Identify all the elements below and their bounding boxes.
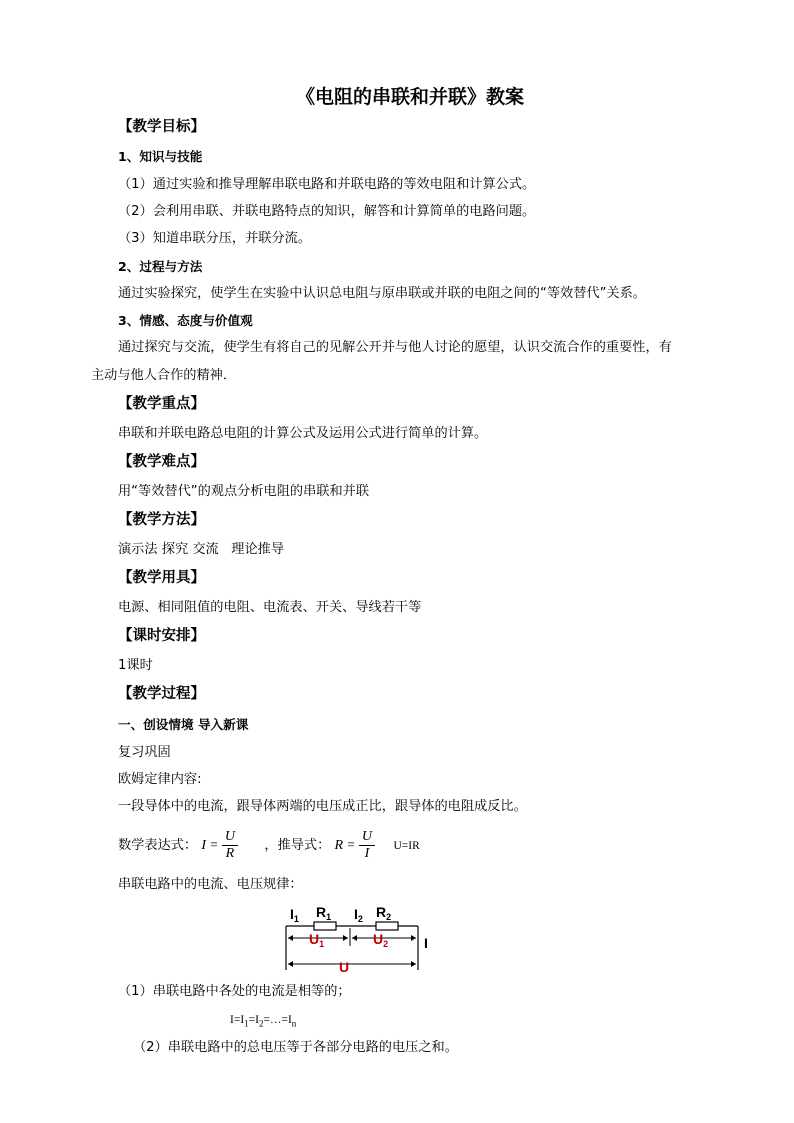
objective-item-2: （2）会利用串联、并联电路特点的知识，解答和计算简单的电路问题。 [118,204,536,219]
eq-part-dots: =…=I [263,1014,292,1026]
u2-arrow-right-icon [411,935,416,941]
u2-arrow-left-icon [352,935,357,941]
eq-sub-1: 1 [244,1018,249,1029]
derive-numerator-u: U [359,829,375,846]
resistor-r2 [376,922,398,930]
label-u1: $U_1$ [309,931,325,949]
ohm-law-text: 一段导体中的电流，跟导体两端的电压成正比，跟导体的电阻成反比。 [118,799,527,814]
methods-text: 演示法 探究 交流 理论推导 [118,542,285,557]
derive-fraction-u-over-i [359,829,375,862]
u1-arrow-left-icon [288,935,293,941]
resistor-r1 [314,922,336,930]
tools-heading: 【教学用具】 [118,570,205,586]
objectives-heading: 【教学目标】 [118,119,205,135]
process-heading: 【教学过程】 [118,686,205,702]
u-arrow-left-icon [288,961,293,967]
current-equation [230,1011,296,1032]
formula-fraction-u-over-r [222,829,238,862]
derive-denominator-i: I [364,845,370,861]
key-points-text: 串联和并联电路总电阻的计算公式及运用公式进行简单的计算。 [118,426,488,441]
u-arrow-right-icon [411,961,416,967]
objective-section-3-line-1: 通过探究与交流，使学生有将自己的见解公开并与他人讨论的愿望，认识交流合作的重要性，有 [118,340,672,355]
objective-section-3-title: 3、情感、态度与价值观 [118,313,253,328]
fraction-denominator-r: R [225,845,235,861]
objective-item-1: （1）通过实验和推导理解串联电路和并联电路的等效电阻和计算公式。 [118,177,536,192]
fraction-numerator-u: U [222,829,238,846]
derive-label: ，推导式： [264,838,331,853]
u1-arrow-right-icon [343,935,348,941]
derive-var-r: R [334,838,344,853]
formula-equals: = [210,837,218,852]
ohm-law-label: 欧姆定律内容: [118,772,202,787]
objective-section-2-title: 2、过程与方法 [118,259,203,274]
difficulties-text: 用“等效替代”的观点分析电阻的串联和并联 [118,484,370,499]
objective-section-3-line-2: 主动与他人合作的精神． [91,368,237,383]
eq-part-start: I=I [230,1014,245,1026]
label-i2: $I_2$ [354,906,363,924]
label-total-current: I [424,935,428,951]
label-i1: $I_1$ [290,906,299,924]
schedule-text: 1课时 [118,658,153,673]
formula-line [118,826,420,865]
eq-sub-2: 2 [258,1018,264,1029]
objective-section-2-text: 通过实验探究，使学生在实验中认识总电阻与原串联或并联的电阻之间的“等效替代”关系。 [118,286,646,301]
formula-uir: U=IR [393,840,420,852]
derive-equals: = [347,837,355,852]
objective-section-1-title: 1、知识与技能 [118,149,203,164]
difficulties-heading: 【教学难点】 [118,454,205,470]
series-rule-label: 串联电路中的电流、电压规律： [118,877,303,892]
objective-item-3: （3）知道串联分压，并联分流。 [118,231,312,246]
process-part-1-title: 一、创设情境 导入新课 [118,717,249,732]
tools-text: 电源、相同阻值的电阻、电流表、开关、导线若干等 [118,600,422,615]
series-circuit-diagram [280,902,440,976]
eq-part-mid: =I [248,1014,259,1026]
label-r2: $R_2$ [376,904,392,922]
series-rule-1: （1）串联电路中各处的电流是相等的； [118,984,351,999]
formula-var-i: I [201,838,206,853]
label-r1: $R_1$ [316,904,332,922]
label-u2: $U_2$ [373,931,389,949]
label-total-voltage: U [339,959,350,975]
review-label: 复习巩固 [118,745,171,760]
schedule-heading: 【课时安排】 [118,628,205,644]
formula-label: 数学表达式： [118,838,198,853]
page-title: 《电阻的串联和并联》教案 [296,86,525,108]
series-rule-2: （2）串联电路中的总电压等于各部分电路的电压之和。 [133,1040,458,1055]
methods-heading: 【教学方法】 [118,512,205,528]
key-points-heading: 【教学重点】 [118,396,205,412]
eq-sub-n: n [291,1018,297,1029]
